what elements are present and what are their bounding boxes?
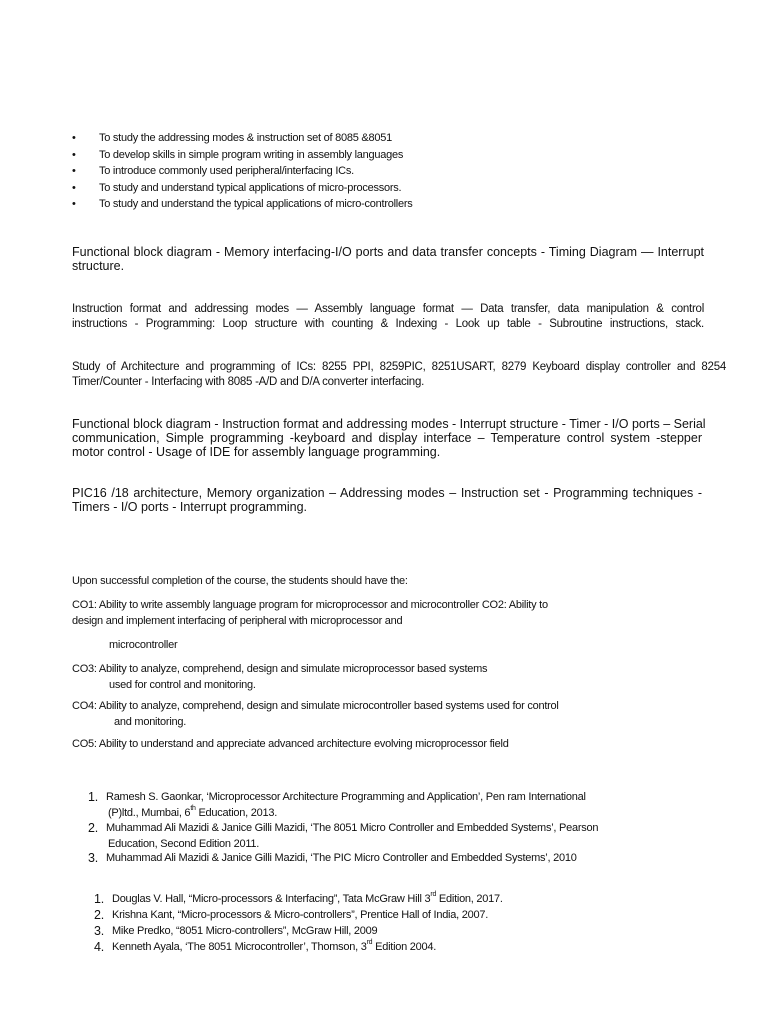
unit-2-content: Instruction format and addressing modes — Assembly language format — Data transfer, data manipulation & control instructions - Programming: Loop structure with counting & Indexing - Look up table - Subroutine instructions, stack.	[72, 303, 704, 330]
outcome-co5: CO5: Ability to understand and appreciate advanced architecture evolving microprocessor field	[72, 738, 509, 750]
textbook-item: 3. Muhammad Ali Mazidi & Janice Gilli Mazidi, ‘The PIC Micro Controller and Embedded Systems’, 2010	[88, 851, 577, 865]
unit-4-content: Functional block diagram - Instruction format and addressing modes - Interrupt structure - Timer - I/O ports – Serial communication, Simple programming -keyboard and display interface – Temperature control system -stepper motor control - Usage of IDE for assembly language programming.	[72, 417, 706, 459]
unit-3-content: Study of Architecture and programming of ICs: 8255 PPI, 8259PIC, 8251USART, 8279 Keyboard display controller and 8254 Timer/Counter - Interfacing with 8085 -A/D and D/A converter interfacing.	[72, 361, 726, 388]
outcome-co3: CO3: Ability to analyze, comprehend, design and simulate microprocessor based systems used for control and monitoring.	[72, 663, 488, 691]
objective-item: • To study and understand typical applications of micro-processors.	[72, 181, 402, 194]
objectives-list	[72, 130, 712, 213]
objective-item: • To study and understand the typical applications of micro-controllers	[72, 198, 413, 210]
bullet-icon: •	[72, 198, 76, 210]
outcome-co1: CO1: Ability to write assembly language program for microprocessor and microcontroller CO2: Ability to design and implement interfacing of peripheral with microprocessor and	[72, 599, 548, 627]
reference-item: 2. Krishna Kant, “Micro-processors & Micro-controllers”, Prentice Hall of India, 2007.	[94, 908, 489, 922]
textbooks-list	[88, 789, 688, 866]
outcome-co4: CO4: Ability to analyze, comprehend, design and simulate microcontroller based systems used for control and monitoring.	[72, 700, 559, 728]
bullet-icon: •	[72, 165, 76, 177]
reference-item: 1. Douglas V. Hall, “Micro-processors & Interfacing”, Tata McGraw Hill 3rd Edition, 2017.	[94, 891, 503, 906]
references-list	[94, 891, 694, 955]
textbook-item: 1. Ramesh S. Gaonkar, ‘Microprocessor Architecture Programming and Application’, Pen ram International (P)ltd., Mumbai, 6th Education, 2013.	[88, 790, 586, 819]
bullet-icon: •	[72, 148, 76, 161]
outcomes-intro: Upon successful completion of the course, the students should have the:	[72, 575, 408, 587]
outcome-co2-continuation: microcontroller	[109, 639, 178, 651]
objective-item: • To develop skills in simple program writing in assembly languages	[72, 148, 404, 161]
unit-5-content: PIC16 /18 architecture, Memory organization – Addressing modes – Instruction set - Programming techniques - Timers - I/O ports - Interrupt programming.	[72, 486, 702, 514]
reference-item: 3. Mike Predko, “8051 Micro-controllers”, McGraw Hill, 2009	[94, 924, 378, 938]
course-outcomes	[72, 573, 712, 589]
objective-item: • To introduce commonly used peripheral/interfacing ICs.	[72, 165, 354, 177]
reference-item: 4. Kenneth Ayala, ‘The 8051 Microcontroller’, Thomson, 3rd Edition 2004.	[94, 939, 437, 954]
objective-item: • To study the addressing modes & instruction set of 8085 &8051	[72, 132, 392, 144]
textbook-item: 2. Muhammad Ali Mazidi & Janice Gilli Mazidi, ‘The 8051 Micro Controller and Embedded Systems’, Pearson Education, Second Edition 2011.	[88, 821, 599, 850]
unit-1-content: Functional block diagram - Memory interfacing-I/O ports and data transfer concepts - Timing Diagram — Interrupt structure.	[72, 245, 704, 273]
bullet-icon: •	[72, 132, 76, 144]
bullet-icon: •	[72, 181, 76, 194]
